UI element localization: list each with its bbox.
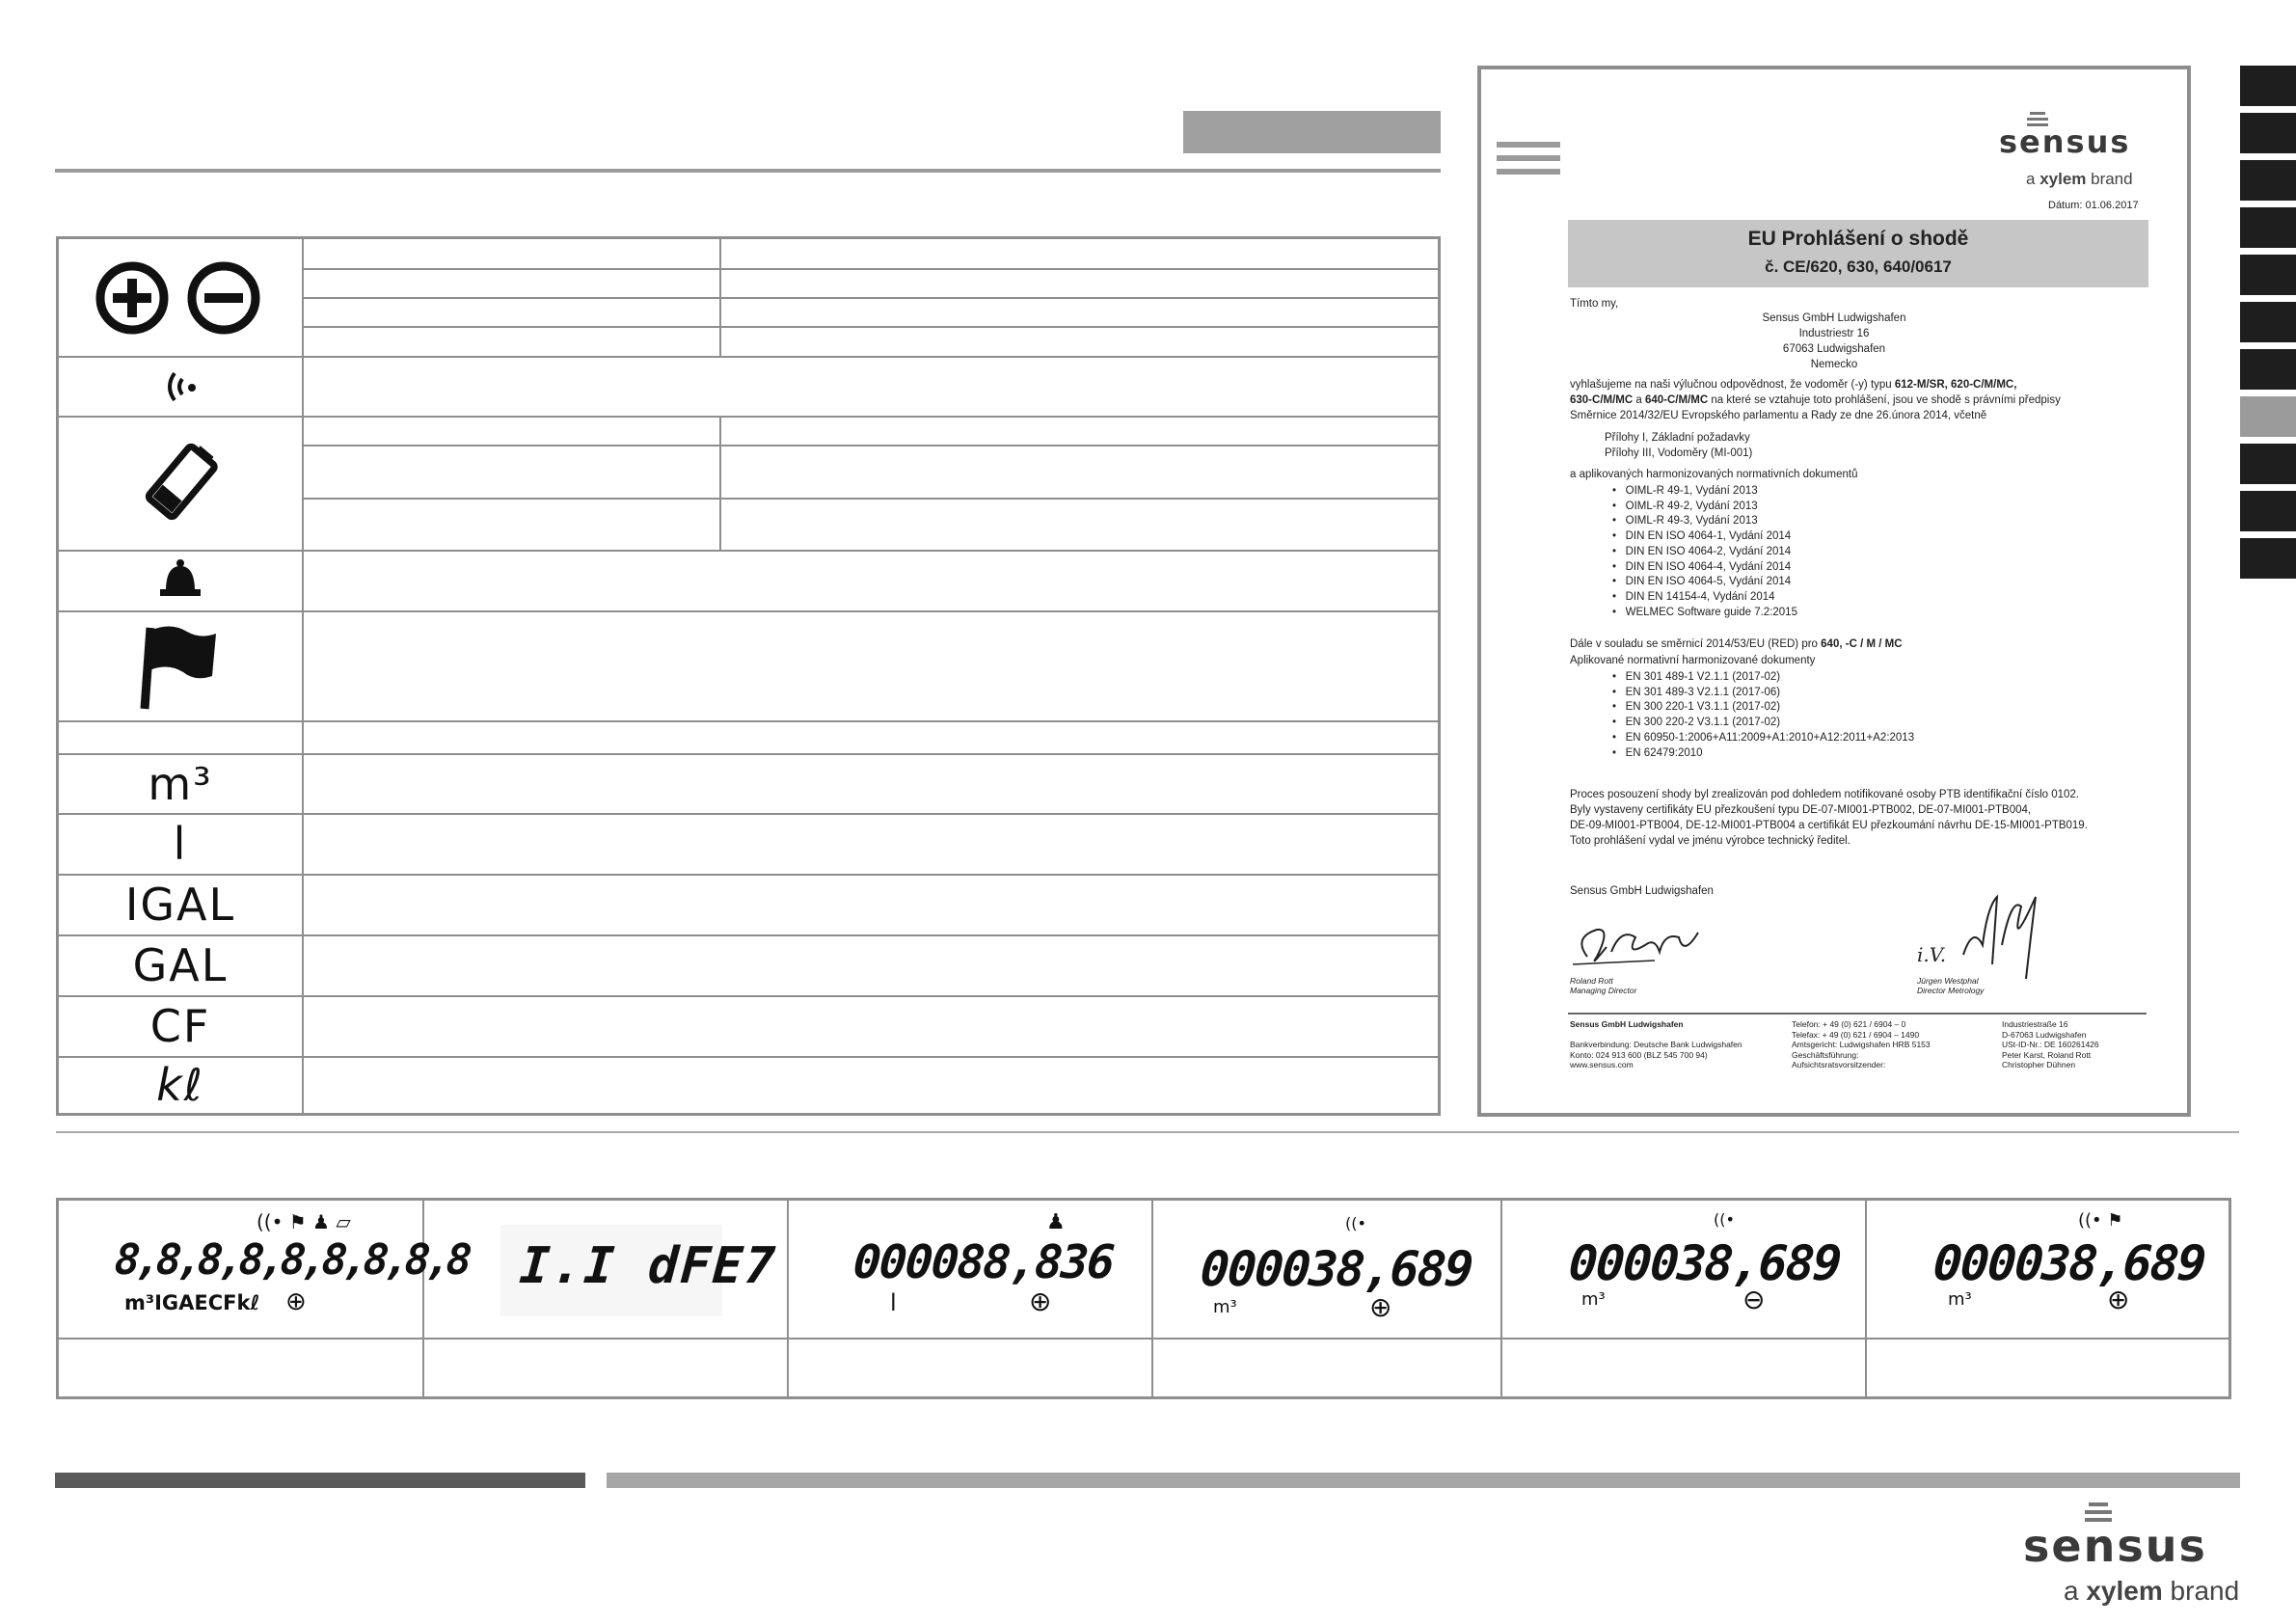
alarm-symbol [59, 551, 302, 610]
standard-item: • DIN EN ISO 4064-4, Vydání 2014 [1612, 560, 1792, 573]
display-m3-radio [1152, 1201, 1500, 1338]
section-divider [56, 1131, 2239, 1133]
display-flow-sign: ⊖ [1742, 1284, 1766, 1315]
annex-line: Přílohy III, Vodoměry (MI-001) [1605, 447, 1753, 459]
display-digits: 8,8,8,8,8,8,8,8,8 [113, 1235, 470, 1285]
display-status-icons: ((• [1345, 1214, 1366, 1232]
display-units: m³ [1581, 1289, 1606, 1310]
display-flow-sign: ⊕ [2107, 1284, 2130, 1315]
document-title: EU Prohlášení o shodě [1747, 228, 1969, 250]
display-liters [788, 1201, 1151, 1338]
signature-iv: i.V. [1917, 943, 1947, 966]
chapter-tab-active[interactable] [2240, 396, 2296, 437]
chapter-tab[interactable] [2240, 66, 2296, 106]
chapter-tab[interactable] [2240, 538, 2296, 579]
display-all-segments [59, 1201, 470, 1338]
display-digits: 000038,689 [1931, 1235, 2207, 1291]
display-digits: 000088,836 [851, 1235, 1115, 1289]
display-m3-reverse [1501, 1201, 1865, 1338]
standard-item: • DIN EN ISO 4064-5, Vydání 2014 [1612, 576, 1792, 588]
display-digits: I.I dFE7 [517, 1237, 779, 1295]
menu-bar [1497, 169, 1560, 175]
radio-symbol [59, 357, 302, 416]
section-tab [1183, 111, 1441, 153]
unit-gal-label: GAL [132, 939, 229, 991]
sub-column-divider [719, 239, 721, 357]
declaration-paragraph: 630-C/M/MC a 640-C/M/MC na které se vztahuje toto prohlášení, jsou ve shodě s právními předpisy [1570, 394, 2061, 406]
symbol-legend-table [56, 236, 1441, 1116]
chapter-tab[interactable] [2240, 113, 2296, 153]
flag-symbol [59, 611, 302, 720]
unit-gal [59, 935, 302, 995]
standard-item: • DIN EN 14154-4, Vydání 2014 [1612, 590, 1775, 603]
sub-column-divider [719, 417, 721, 551]
standard-item: • OIML-R 49-3, Vydání 2013 [1612, 515, 1758, 528]
footer-col3: Industriestraße 16 D-67063 Ludwigshafen USt-ID-Nr.: DE 160261426 Peter Karst, Roland Rott Christopher Dühnen [2002, 1019, 2099, 1069]
annex-line: Přílohy I, Základní požadavky [1605, 432, 1750, 444]
battery-symbol [59, 417, 302, 550]
address-line: Sensus GmbH Ludwigshafen [1762, 312, 1906, 324]
red-standard-item: • EN 301 489-1 V2.1.1 (2017-02) [1612, 671, 1781, 683]
signatory-name: Roland Rott [1570, 976, 1613, 986]
signature-juergen-westphal [1954, 887, 2050, 984]
footer-bar-dark [55, 1473, 585, 1488]
procedure-text: Toto prohlášení vydal ve jménu výrobce technický ředitel. [1570, 835, 1850, 847]
display-status-icons: ((• [1714, 1210, 1735, 1229]
address-line: Industriestr 16 [1798, 328, 1870, 339]
procedure-text: DE-09-MI001-PTB004, DE-12-MI001-PTB004 a certifikát EU přezkoumání návrhu DE-15-MI001-PTB019. [1570, 820, 2088, 831]
procedure-text: Byly vystaveny certifikáty EU přezkoušení typu DE-07-MI001-PTB002, DE-07-MI001-PTB004, [1570, 804, 2032, 816]
red-intro: Aplikované normativní harmonizované dokumenty [1570, 655, 1816, 666]
display-digits: 000038,689 [1566, 1235, 1843, 1291]
intro-text: Tímto my, [1570, 298, 1619, 310]
red-standards-list [1612, 670, 1914, 761]
declaration-paragraph: vyhlašujeme na naši výlučnou odpovědnost, že vodoměr (-y) typu 612-M/SR, 620-C/M/MC, [1570, 379, 2017, 391]
red-standard-item: • EN 60950-1:2006+A11:2009+A1:2010+A12:2011+A2:2013 [1612, 731, 1915, 744]
red-standard-item: • EN 300 220-1 V3.1.1 (2017-02) [1612, 701, 1781, 714]
chapter-tab[interactable] [2240, 207, 2296, 248]
unit-m3 [59, 754, 302, 813]
row-divider [59, 720, 1438, 722]
address-line: Nemecko [1810, 359, 1858, 370]
xylem-tagline: a xylem brand [2064, 1576, 2240, 1606]
eu-declaration-document [1477, 66, 2191, 1117]
signatory-role: Managing Director [1570, 986, 1637, 995]
standard-item: • DIN EN ISO 4064-2, Vydání 2014 [1612, 545, 1792, 557]
display-status-icons: ((• ⚑ [2078, 1210, 2123, 1231]
address-line: 67063 Ludwigshafen [1782, 343, 1886, 355]
footer-bar-light [607, 1473, 2240, 1488]
display-m3-flag [1866, 1201, 2228, 1338]
chapter-tab[interactable] [2240, 349, 2296, 390]
bell-icon [156, 558, 204, 603]
flag-icon [137, 620, 224, 713]
document-number: č. CE/620, 630, 640/0617 [1765, 257, 1952, 276]
red-standard-item: • EN 301 489-3 V2.1.1 (2017-06) [1612, 686, 1781, 698]
plus-minus-icon [94, 259, 267, 337]
standards-list [1612, 484, 1797, 620]
display-date [423, 1201, 787, 1338]
battery-icon [137, 440, 224, 527]
display-flow-sign: ⊕ [285, 1287, 307, 1316]
xylem-tagline: a xylem brand [2026, 170, 2133, 188]
sub-row-divider [302, 326, 1438, 328]
header-rule [55, 169, 1441, 173]
declaration-paragraph: Směrnice 2014/32/EU Evropského parlamentu a Rady ze dne 26.února 2014, včetně [1570, 410, 1987, 421]
display-status-icons: ((• ⚑ ♟ ▱ [257, 1210, 351, 1233]
red-standard-item: • EN 300 220-2 V3.1.1 (2017-02) [1612, 717, 1781, 729]
display-status-icons: ♟ [1046, 1210, 1066, 1234]
document-date: Dátum: 01.06.2017 [2048, 200, 2139, 211]
chapter-tab[interactable] [2240, 491, 2296, 531]
radio-signal-icon [161, 367, 200, 406]
unit-liter-label: l [173, 818, 188, 870]
sub-row-divider [302, 297, 1438, 299]
chapter-tab[interactable] [2240, 160, 2296, 201]
standard-item: • OIML-R 49-2, Vydání 2013 [1612, 500, 1758, 512]
company-name: Sensus GmbH Ludwigshafen [1570, 885, 1714, 897]
standard-item: • OIML-R 49-1, Vydání 2013 [1612, 485, 1758, 497]
display-examples-table [56, 1198, 2231, 1399]
display-units: m³IGAECFkℓ [124, 1291, 260, 1314]
red-standard-item: • EN 62479:2010 [1612, 746, 1703, 759]
display-units: m³ [1213, 1297, 1237, 1317]
chapter-tab[interactable] [2240, 255, 2296, 295]
unit-kl-label: kℓ [156, 1059, 204, 1111]
signatory-name: Jürgen Westphal [1917, 976, 1979, 986]
standard-item: • DIN EN ISO 4064-1, Vydání 2014 [1612, 530, 1792, 543]
unit-kl [59, 1057, 302, 1113]
signatory-role: Director Metrology [1917, 986, 1985, 995]
sensus-wordmark: sensus [1999, 123, 2131, 160]
footer-col2: Telefon: + 49 (0) 621 / 6904 – 0 Telefax: + 49 (0) 621 / 6904 – 1490 Amtsgericht: Ludwigshafen HRB 5153 Geschäftsführung: Aufsichtsratsvorsitzender: [1792, 1019, 1931, 1069]
unit-liter [59, 814, 302, 874]
red-directive-text: Dále v souladu se směrnicí 2014/53/EU (RED) pro 640, -C / M / MC [1570, 638, 1903, 650]
chapter-tab[interactable] [2240, 302, 2296, 342]
footer-sensus-logo [2023, 1501, 2245, 1616]
display-units: l [890, 1289, 897, 1316]
chapter-tab[interactable] [2240, 444, 2296, 484]
display-units: m³ [1948, 1289, 1972, 1310]
unit-cf [59, 996, 302, 1056]
display-digits: 000038,689 [1198, 1241, 1474, 1297]
unit-igal-label: IGAL [124, 879, 236, 931]
sub-row-divider [302, 268, 1438, 270]
sub-row-divider [302, 498, 1438, 500]
footer-rule [1568, 1013, 2147, 1015]
display-flow-sign: ⊕ [1029, 1286, 1052, 1317]
signature-roland-rott [1568, 918, 1703, 976]
sensus-wordmark: sensus [2023, 1520, 2207, 1572]
row-divider [59, 1338, 2228, 1340]
procedure-text: Proces posouzení shody byl zrealizován pod dohledem notifikované osoby PTB identifikační číslo 0102. [1570, 789, 2080, 800]
unit-m3-label: m³ [148, 757, 213, 810]
unit-igal [59, 875, 302, 934]
title-box [1568, 220, 2148, 287]
sub-row-divider [302, 445, 1438, 447]
footer-col1: Bankverbindung: Deutsche Bank Ludwigshafen Konto: 024 913 600 (BLZ 545 700 94) www.sensus.com [1570, 1040, 1742, 1069]
harmonized-intro: a aplikovaných harmonizovaných normativních dokumentů [1570, 469, 1858, 480]
display-flow-sign: ⊕ [1369, 1291, 1392, 1323]
unit-cf-label: CF [149, 1000, 211, 1052]
menu-bar [1497, 155, 1560, 161]
standard-item: • WELMEC Software guide 7.2:2015 [1612, 606, 1797, 618]
column-divider [302, 239, 304, 1113]
menu-bar [1497, 142, 1560, 148]
footer-company: Sensus GmbH Ludwigshafen [1570, 1019, 1684, 1029]
flow-direction-symbols [59, 239, 302, 356]
